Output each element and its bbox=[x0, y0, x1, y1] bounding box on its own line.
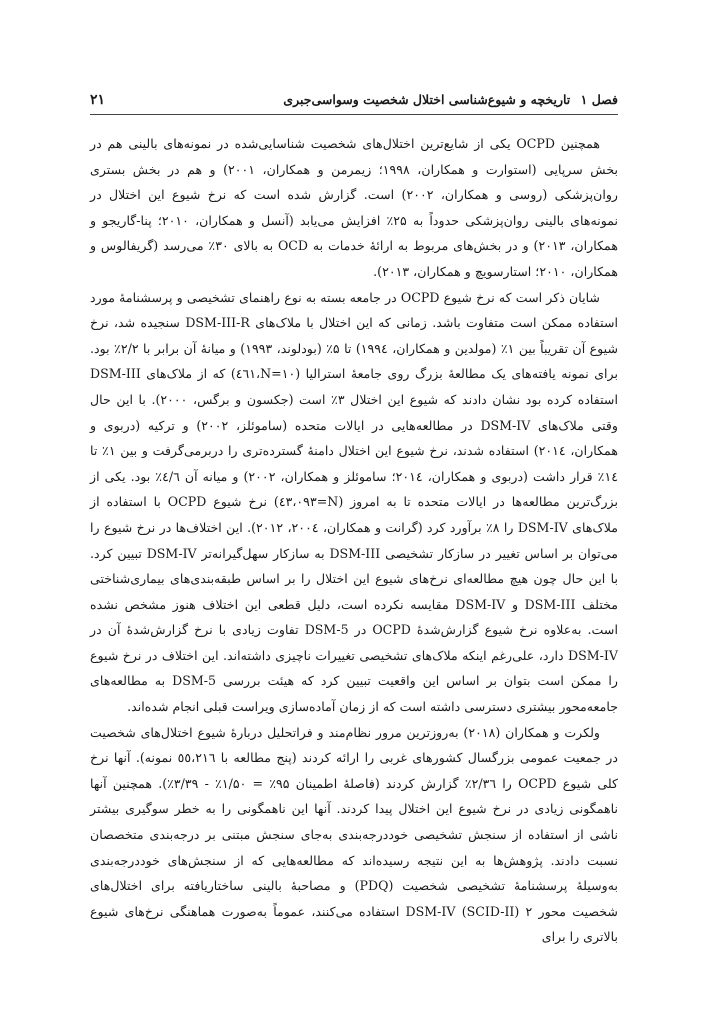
chapter-title: تاریخچه و شیوع‌شناسی اختلال شخصیت وسواسی‌جبری bbox=[283, 92, 571, 107]
paragraph: ولکرت و همکاران (۲۰۱۸) به‌روزترین مرور نظام‌مند و فراتحلیل دربارهٔ شیوع اختلال‌های شخصیت در جمعیت عمومی بزرگسال کشورهای غربی را ارائه کردند (پنج مطالعه با ٥٥،۲۱٦ نمونه). آنها نرخ کلی شیوع OCPD را ۲/۳٦٪ گزارش کردند (فاصلهٔ اطمینان ۹۵٪ = ۱/۵۰٪ - ۳/۳۹٪). همچنین آنها ناهمگونی زیادی در نرخ شیوع این اختلال پیدا کردند. آنها این ناهمگونی را به خطر سوگیری بیشتر ناشی از استفاده از سنجش تشخیصی خوددرجه‌بندی به‌جای سنجش مبتنی بر درجه‌بندی متخصصان نسبت دادند. پژوهش‌ها به این نتیجه رسیده‌اند که مطالعه‌هایی که از سنجش‌های خوددرجه‌بندی به‌وسیلهٔ پرسشنامهٔ تشخیصی شخصیت (PDQ) و مصاحبهٔ بالینی ساختاریافته برای اختلال‌های شخصیت محور ۲ DSM-IV (SCID-II) استفاده می‌کنند، عموماً به‌صورت هماهنگی نرخ‌های شیوع بالاتری را برای bbox=[90, 724, 618, 945]
paragraph: شایان ذکر است که نرخ شیوع OCPD در جامعه بسته به نوع راهنمای تشخیصی و پرسشنامهٔ مورد استفاده ممکن است متفاوت باشد. زمانی که این اختلال با ملاک‌های DSM-III-R سنجیده شد، نرخ شیوع آن تقریباً بین ۱٪ (مولدین و همکاران، ۱۹۹٤) تا ۵٪ (بودلوند، ۱۹۹۳) و میانهٔ آن برابر با ۲/۲٪ بود. برای نمونه یافته‌های یک مطالعهٔ بزرگ روی جامعهٔ استرالیا (N=۱۰،٤٦۱) که از ملاک‌های DSM-III استفاده کرده بود نشان دادند که شیوع این اختلال ۳٪ است (جکسون و برگس، ۲۰۰۰). با این حال وقتی ملاک‌های DSM-IV در مطالعه‌هایی در ایالات متحده (ساموئلز، ۲۰۰۲) و ترکیه (دربوی و همکاران، ۲۰۱٤) استفاده شدند، نرخ شیوع این اختلال دامنهٔ گسترده‌تری را دربرمی‌گرفت و بین ۱٪ تا ۱٤٪ قرار داشت (دربوی و همکاران، ۲۰۱٤؛ ساموئلز و همکاران، ۲۰۰۲) و میانه آن ٤/٦٪ بود. یکی از بزرگ‌ترین مطالعه‌ها در ایالات متحده تا به امروز (N=٤۳،۰۹۳) نرخ شیوع OCPD با استفاده از ملاک‌های DSM-IV را ۸٪ برآورد کرد (گرانت و همکاران، ۲۰۰٤، ۲۰۱۲). این اختلاف‌ها در نرخ شیوع را می‌توان بر اساس تغییر در سازکار تشخیصی DSM-III به سازکار سهل‌گیرانه‌تر DSM-IV تبیین کرد. با این حال چون هیچ مطالعه‌ای نرخ‌های شیوع این اختلال را بر اساس طبقه‌بندی‌های بیماری‌شناختی مختلف DSM-III و DSM-IV مقایسه نکرده است، دلیل قطعی این اختلاف هنوز مشخص نشده است. به‌علاوه نرخ شیوع گزارش‌شدهٔ OCPD در DSM-5 تفاوت زیادی با نرخ گزارش‌شدهٔ آن در DSM-IV دارد، علی‌رغم اینکه ملاک‌های تشخیصی تغییرات ناچیزی داشته‌اند. این اختلاف در نرخ شیوع را ممکن است بتوان بر اساس این واقعیت تبیین کرد که هیئت بررسی DSM-5 به مطالعه‌های جامعه‌محور بیشتری دسترسی داشته است که از زمان آماده‌سازی ویراست قبلی انجام شده‌اند. bbox=[90, 289, 619, 715]
paragraph: همچنین OCPD یکی از شایع‌ترین اختلال‌های شخصیت شناسایی‌شده در نمونه‌های بالینی هم در بخش سرپایی (استوارت و همکاران، ۱۹۹۸؛ زیمرمن و همکاران، ۲۰۰۱) و هم در بخش بستری روان‌پزشکی (روسی و همکاران، ۲۰۰۲) است. گزارش شده است که نرخ شیوع این اختلال در نمونه‌های بالینی روان‌پزشکی حدوداً به ۲۵٪ افزایش می‌یابد (آنسل و همکاران، ۲۰۱۰؛ پنا-گاریجو و همکاران، ۲۰۱۳) و در بخش‌های مربوط به ارائهٔ خدمات به OCD به بالای ۳۰٪ می‌رسد (گریفالوس و همکاران، ۲۰۱۰؛ استارسویچ و همکاران، ۲۰۱۳). bbox=[90, 136, 619, 279]
body-text bbox=[90, 131, 618, 950]
chapter-label: فصل ۱ bbox=[580, 92, 618, 107]
chapter-heading bbox=[283, 92, 618, 107]
page-number: ۲۱ bbox=[90, 92, 106, 108]
running-header bbox=[90, 92, 618, 112]
header-divider bbox=[90, 114, 618, 115]
